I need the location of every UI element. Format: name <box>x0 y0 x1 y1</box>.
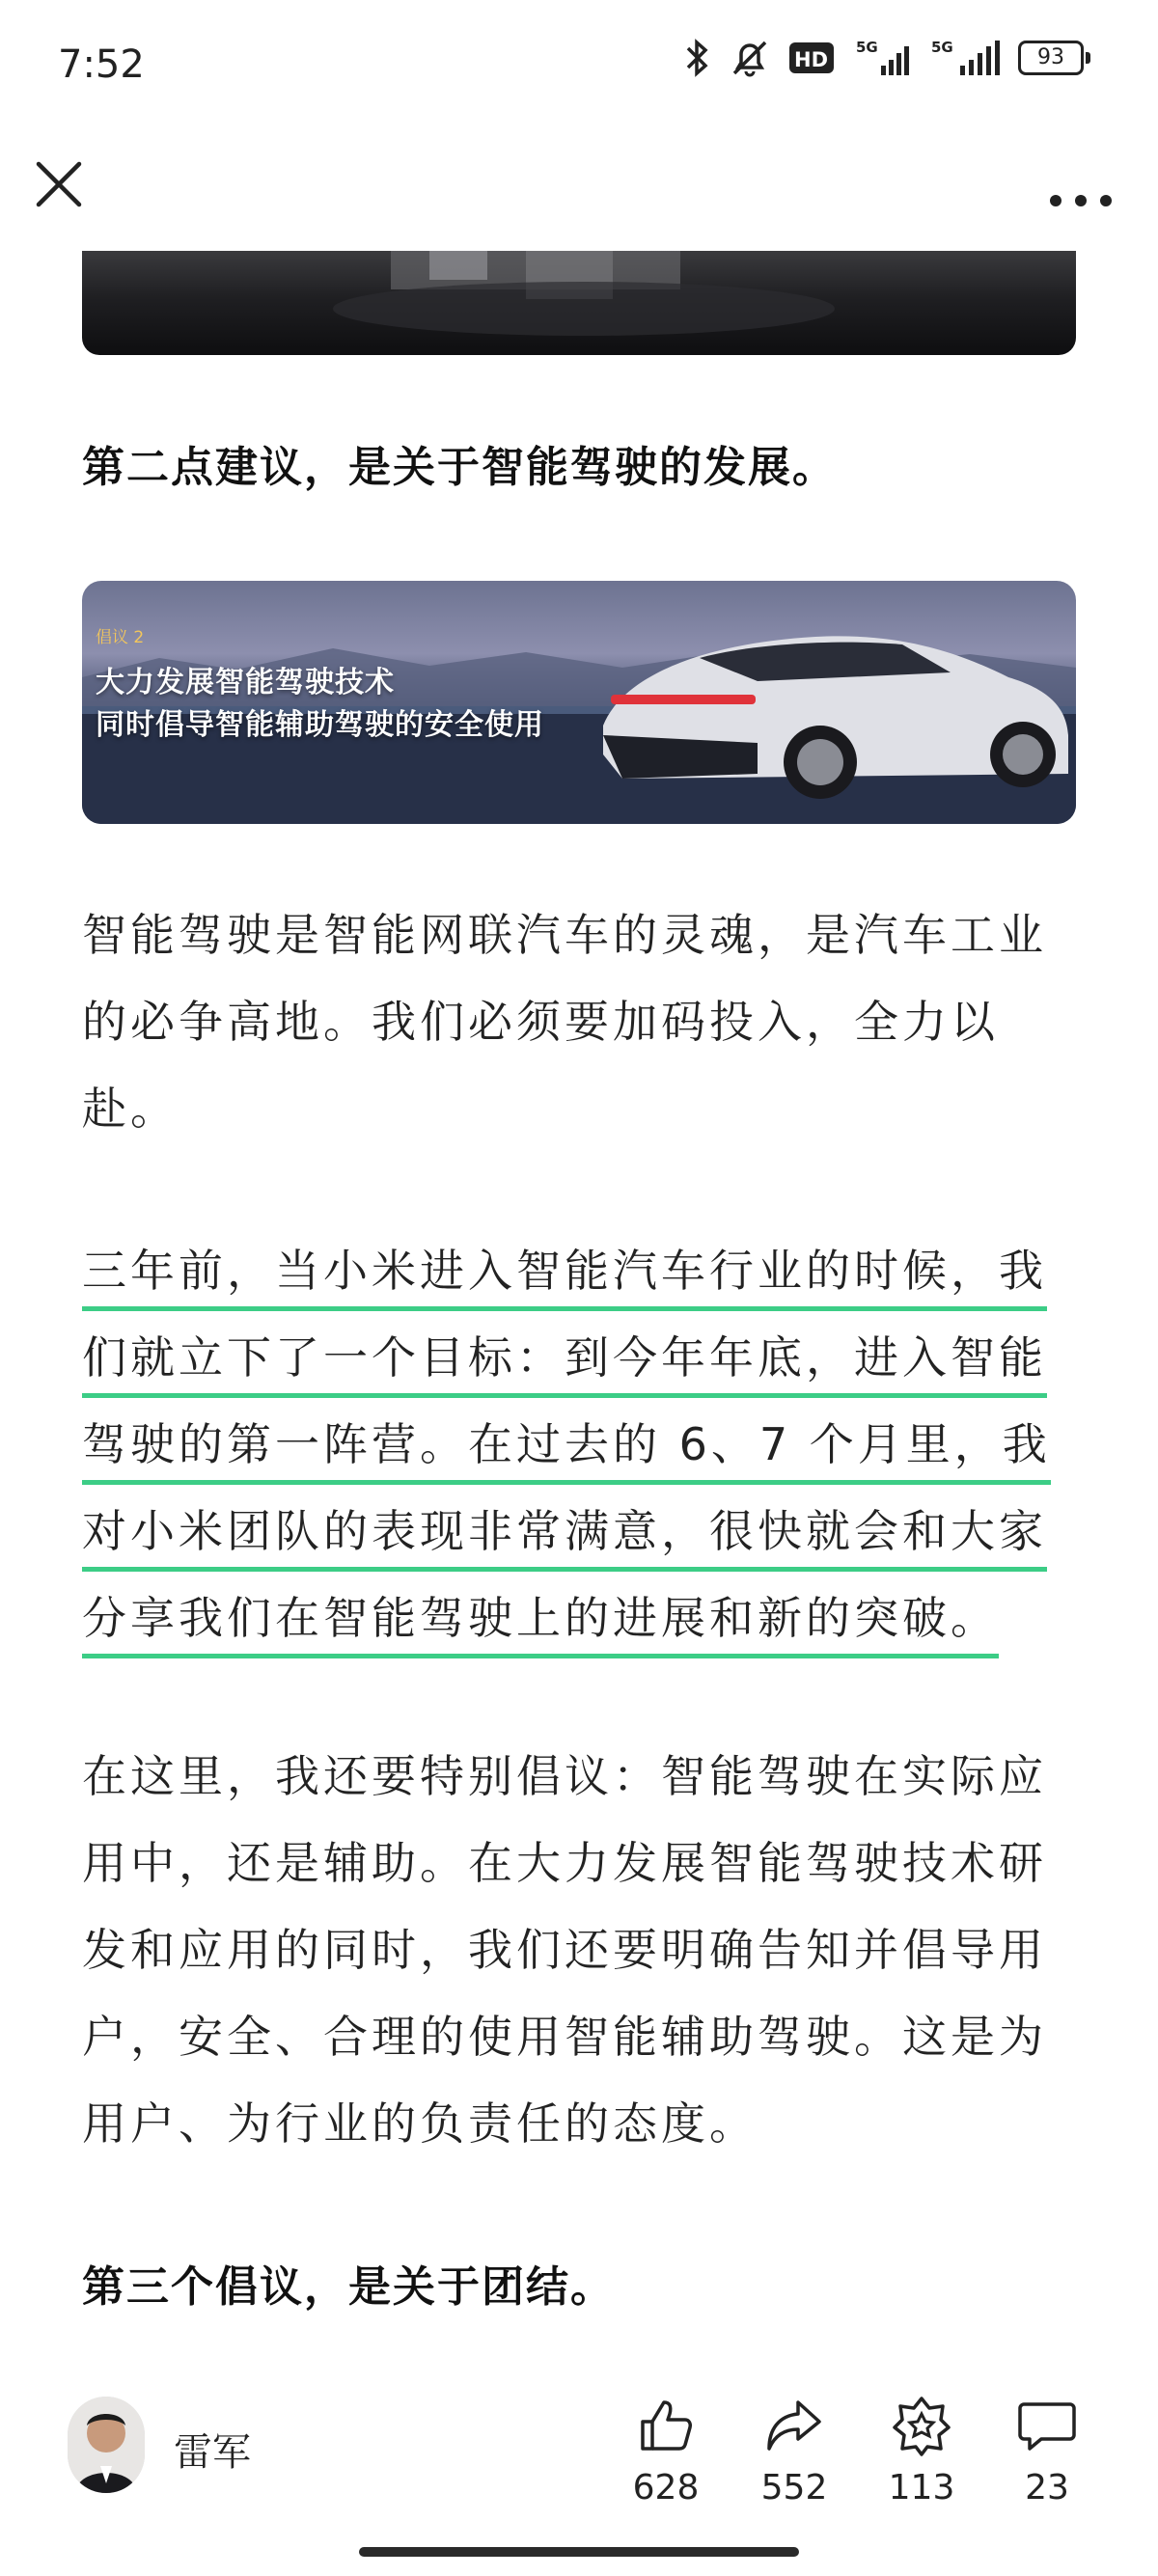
status-time: 7:52 <box>58 42 145 87</box>
article-paragraph <box>82 891 1076 1152</box>
signal-5g-icon <box>931 37 1001 79</box>
top-bar <box>0 135 1158 251</box>
thumbs-up-icon <box>635 2395 697 2456</box>
svg-text:5G: 5G <box>856 39 878 56</box>
highlighted-line: 分享我们在智能驾驶上的进展和新的突破。 <box>82 1592 999 1658</box>
article-image-engine <box>82 251 1076 355</box>
paragraph-line: 用户、为行业的负责任的态度。 <box>82 2097 758 2150</box>
avatar[interactable] <box>68 2397 145 2493</box>
highlighted-line: 们就立下了一个目标：到今年年底，进入智能 <box>82 1331 1047 1398</box>
share-icon <box>763 2395 825 2456</box>
paragraph-line: 在这里，我还要特别倡议：智能驾驶在实际应 <box>82 1750 1047 1802</box>
highlighted-line: 三年前，当小米进入智能汽车行业的时候，我 <box>82 1245 1047 1311</box>
home-indicator[interactable] <box>359 2547 799 2557</box>
like-button[interactable] <box>622 2395 709 2507</box>
banner-tag: 倡议 2 <box>96 628 145 647</box>
close-icon <box>29 154 91 216</box>
paragraph-line: 户，安全、合理的使用智能辅助驾驶。这是为 <box>82 2011 1047 2063</box>
banner-title: 大力发展智能驾驶技术 <box>96 666 395 699</box>
hd-voice-icon <box>788 41 839 75</box>
favorite-count: 113 <box>888 2468 955 2507</box>
article-paragraph <box>82 1733 1076 2167</box>
more-button[interactable] <box>1042 154 1119 216</box>
article-banner-image <box>82 581 1076 824</box>
status-bar <box>0 0 1158 135</box>
svg-text:HD: HD <box>794 48 829 71</box>
paragraph-line: 发和应用的同时，我们还要明确告知并倡导用 <box>82 1924 1047 1976</box>
highlighted-paragraph[interactable] <box>82 1227 1076 1661</box>
signal-5g-icon <box>856 37 914 79</box>
share-count: 552 <box>760 2468 828 2507</box>
close-button[interactable] <box>29 154 91 216</box>
like-count: 628 <box>632 2468 700 2507</box>
author-name[interactable]: 雷军 <box>174 2430 251 2475</box>
battery-indicator <box>1018 41 1090 75</box>
highlighted-line: 对小米团队的表现非常满意，很快就会和大家 <box>82 1505 1047 1572</box>
battery-level: 93 <box>1018 41 1084 75</box>
favorite-icon <box>891 2395 952 2456</box>
bottom-action-bar <box>0 2373 1158 2576</box>
section-heading: 第二点建议，是关于智能驾驶的发展。 <box>82 443 837 492</box>
paragraph-line: 赴。 <box>82 1082 179 1135</box>
banner-subtitle: 同时倡导智能辅助驾驶的安全使用 <box>96 708 544 742</box>
paragraph-line: 的必争高地。我们必须要加码投入，全力以 <box>82 996 999 1048</box>
share-button[interactable] <box>751 2395 838 2507</box>
bluetooth-icon <box>682 37 711 79</box>
section-heading: 第三个倡议，是关于团结。 <box>82 2262 615 2312</box>
status-icons <box>682 37 1090 79</box>
svg-text:5G: 5G <box>931 39 953 56</box>
comment-count: 23 <box>1025 2468 1069 2507</box>
comment-button[interactable] <box>1004 2395 1090 2507</box>
mute-bell-icon <box>729 37 771 79</box>
paragraph-line: 用中，还是辅助。在大力发展智能驾驶技术研 <box>82 1837 1047 1889</box>
comment-icon <box>1016 2395 1078 2456</box>
highlighted-line: 驾驶的第一阵营。在过去的 6、7 个月里，我 <box>82 1418 1051 1485</box>
paragraph-line: 智能驾驶是智能网联汽车的灵魂，是汽车工业 <box>82 909 1047 961</box>
favorite-button[interactable] <box>878 2395 965 2507</box>
more-icon <box>1042 154 1119 216</box>
